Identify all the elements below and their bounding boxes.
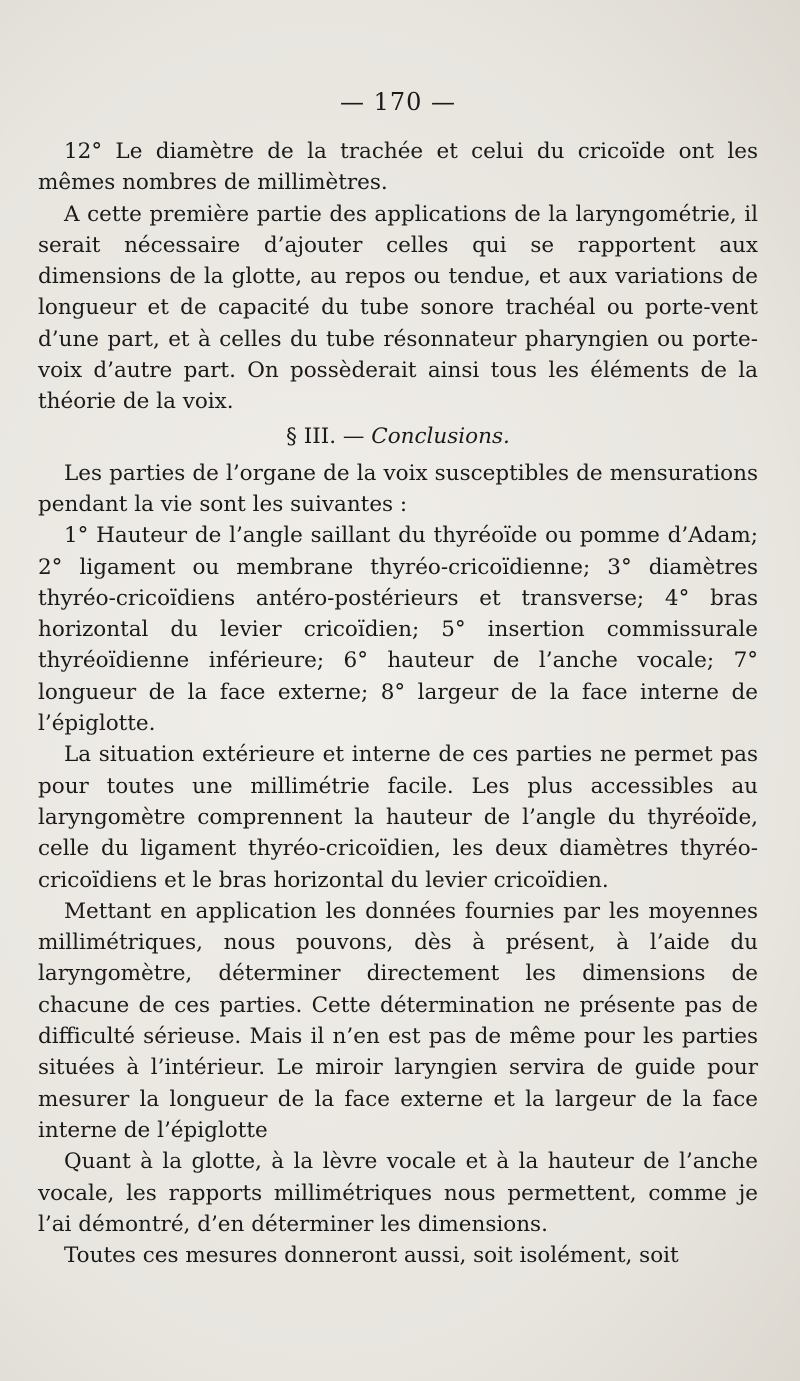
paragraph-list: 1° Hauteur de l’angle saillant du thyréoïde ou pomme d’Adam; 2° ligament ou membrane thyréo-cricoïdienne; 3° diamètres thyréo-cricoïdiens antéro-postérieurs et transverse; 4° bras horizontal du levier cricoïdien; 5° insertion commissurale thyréoïdienne inférieure; 6° hauteur de l’anche vocale; 7° longueur de la face externe; 8° largeur de la face interne de l’épiglotte.	[38, 523, 758, 737]
body-text	[38, 136, 758, 1271]
paragraph-applications: A cette première partie des applications de la laryngométrie, il serait nécessaire d’ajouter celles qui se rapportent aux dimensions de la glotte, au repos ou tendue, et aux variations de longueur et de capacité du tube sonore trachéal ou porte-vent d’une part, et à celles du tube résonnateur pharyngien ou porte-voix d’autre part. On possèderait ainsi tous les éléments de la théorie de la voix.	[38, 201, 758, 415]
paragraph-item-12: 12° Le diamètre de la trachée et celui du cricoïde ont les mêmes nombres de millimètres.	[38, 139, 758, 196]
page-number: — 170 —	[339, 88, 457, 116]
paragraph-mesures: Toutes ces mesures donneront aussi, soit isolément, soit	[64, 1243, 679, 1269]
paragraph-parties: Les parties de l’organe de la voix susceptibles de mensurations pendant la vie sont les suivantes :	[38, 460, 758, 517]
section-prefix: § III. —	[286, 423, 372, 449]
paragraph-glotte: Quant à la glotte, à la lèvre vocale et à la hauteur de l’anche vocale, les rapports millimétriques nous permettent, comme je l’ai démontré, d’en déterminer les dimensions.	[38, 1149, 758, 1237]
section-heading	[38, 418, 758, 458]
section-title: Conclusions.	[371, 423, 510, 449]
paragraph-situation: La situation extérieure et interne de ces parties ne permet pas pour toutes une millimétrie facile. Les plus accessibles au laryngomètre comprennent la hauteur de l’angle du thyréoïde, celle du ligament thyréo-cricoïdien, les deux diamètres thyréo-cricoïdiens et le bras horizontal du levier cricoïdien.	[38, 742, 758, 893]
paragraph-application: Mettant en application les données fournies par les moyennes millimétriques, nous pouvons, dès à présent, à l’aide du laryngomètre, déterminer directement les dimensions de chacune de ces parties. Cette détermination ne présente pas de difficulté sérieuse. Mais il n’en est pas de même pour les parties situées à l’intérieur. Le miroir laryngien servira de guide pour mesurer la longueur de la face externe et la largeur de la face interne de l’épiglotte	[38, 898, 758, 1143]
